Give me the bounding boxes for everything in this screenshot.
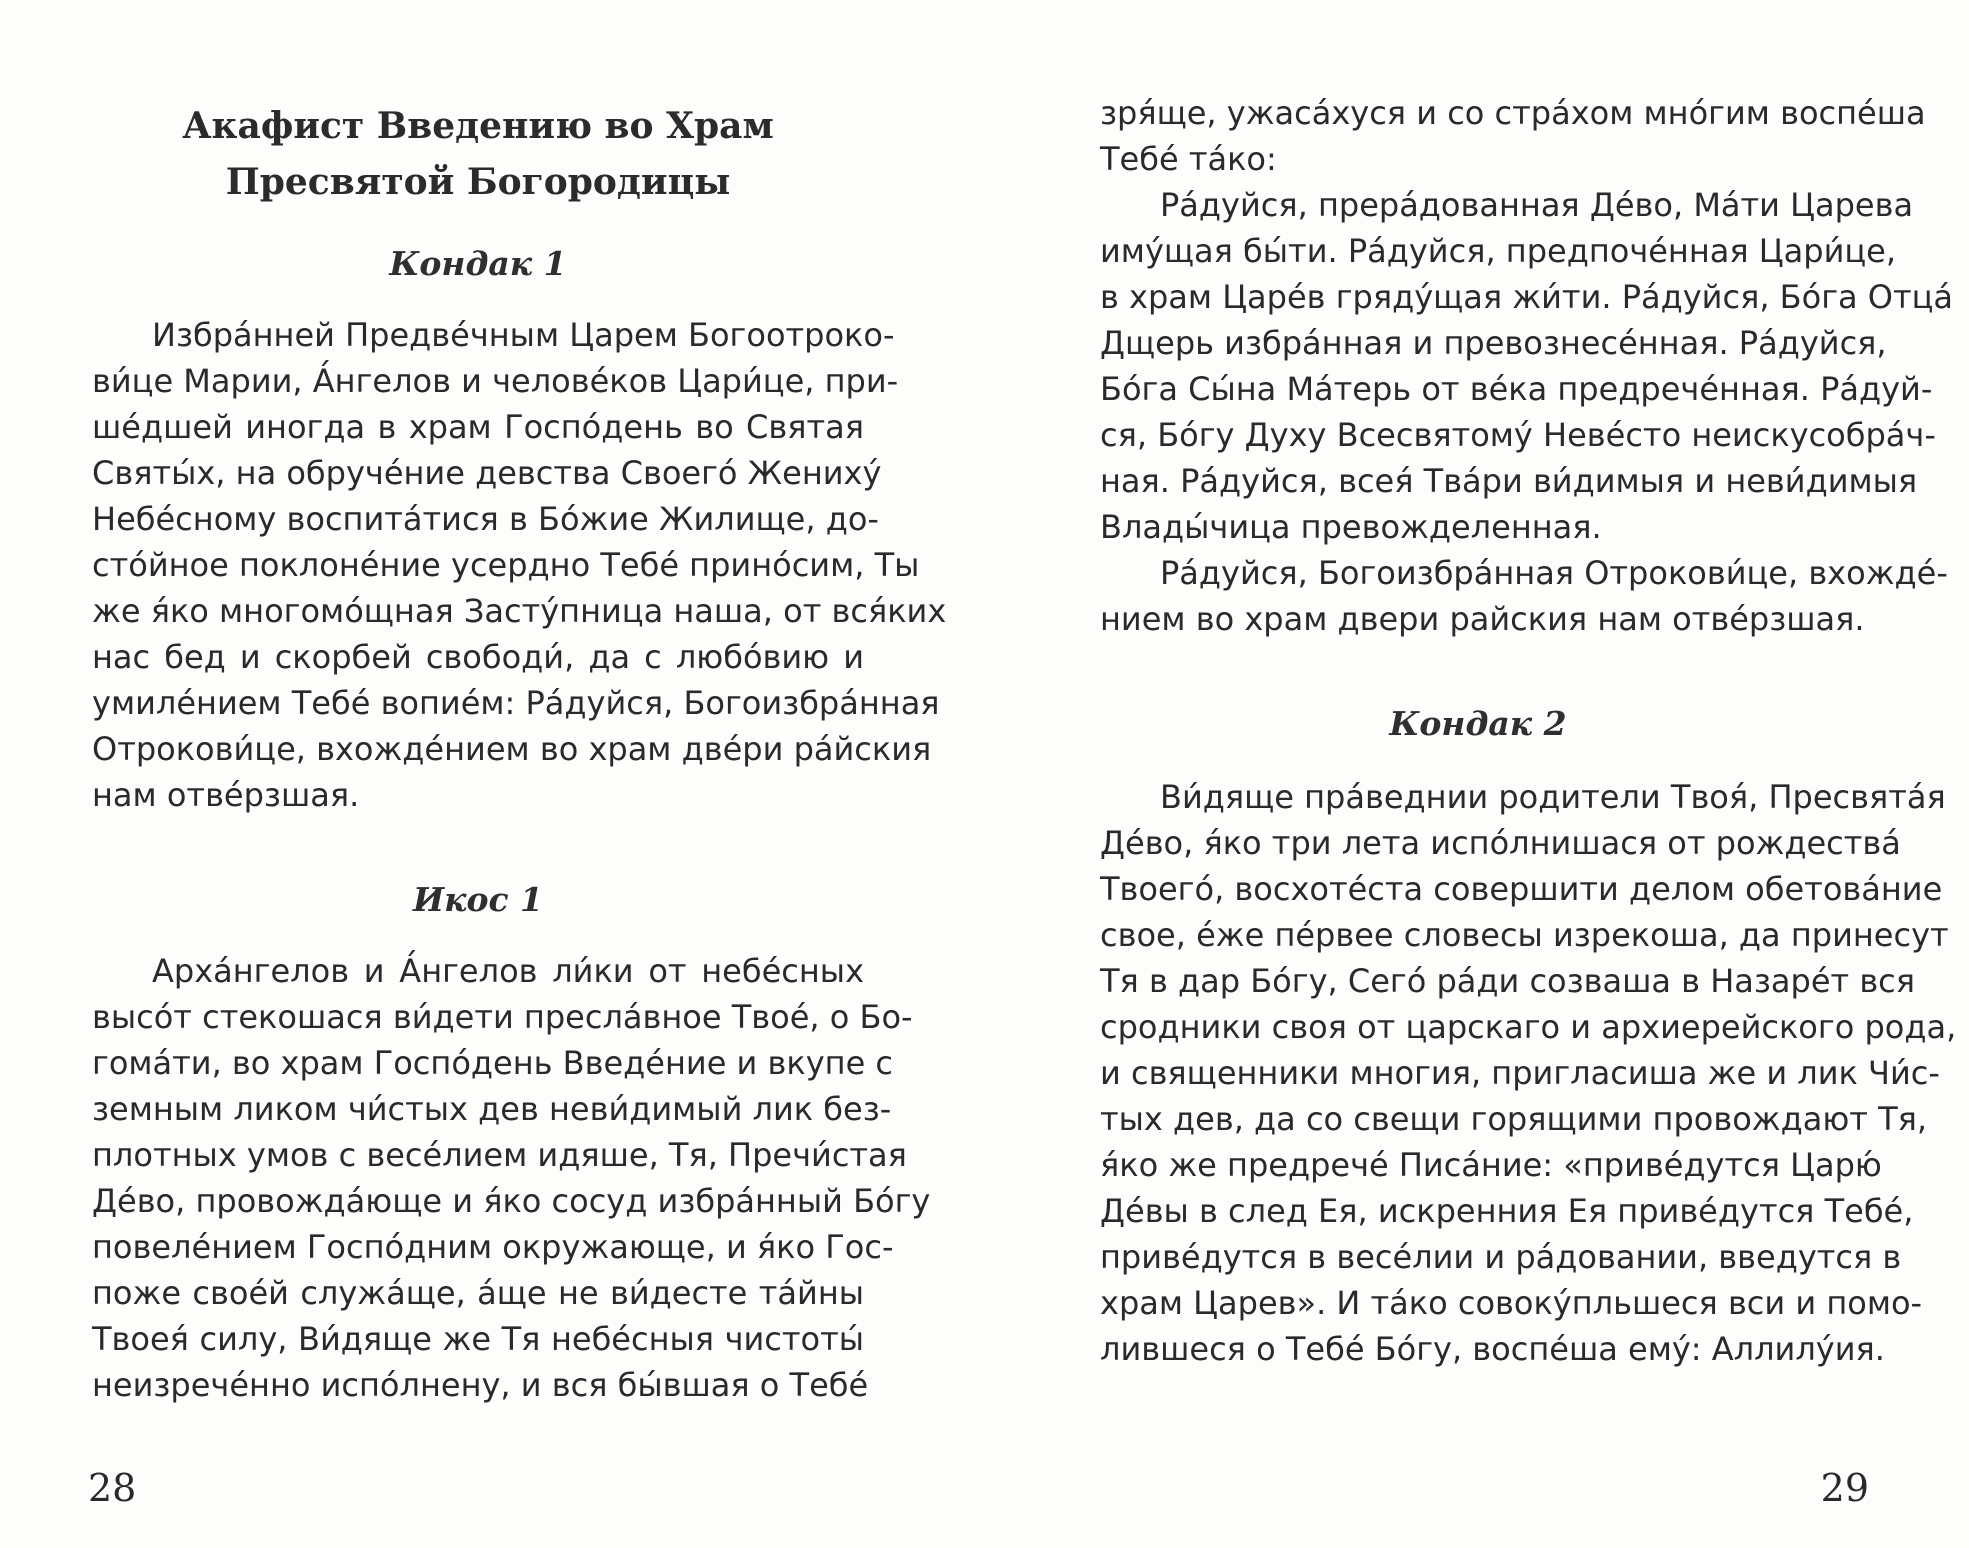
text-line: сродники своя от царскаго и архиерейского рода, <box>1100 1008 1957 1046</box>
text-line: земным ликом чи́стых дев неви́димый лик без- <box>92 1090 892 1128</box>
text-line: зря́ще, ужаса́хуся и со стра́хом мно́гим воспе́ша <box>1100 94 1926 132</box>
text-line: же я́ко многомо́щная Засту́пница наша, от вся́ких <box>92 592 947 630</box>
text-line: плотных умов с весе́лием идяше, Тя, Пречи́стая <box>92 1136 907 1174</box>
text-line: Ви́дяще пра́веднии родители Твоя́, Пресвята́я <box>1160 778 1946 816</box>
text-line: храм Царев». И та́ко совоку́пльшеся вси и помо- <box>1100 1284 1923 1322</box>
text-line: Влады́чица превожделенная. <box>1100 508 1602 546</box>
text-line: Избра́нней Предве́чным Царем Богоотроко- <box>152 316 895 354</box>
ikos-1-heading: Икос 1 <box>412 880 544 919</box>
kontak-1-paragraph <box>92 312 947 818</box>
text-line: Ра́дуйся, прера́дованная Де́во, Ма́ти Царева <box>1160 186 1914 224</box>
page-number-right: 29 <box>1820 1466 1869 1510</box>
text-line: гома́ти, во храм Госпо́день Введе́ние и вкупе с <box>92 1044 894 1082</box>
text-line: Твоего́, восхоте́ста совершити делом обетова́ние <box>1100 870 1943 908</box>
text-line: Де́во, я́ко три лета испо́лнишася от рождества́ <box>1100 824 1901 862</box>
text-line: неизрече́нно испо́лнену, и вся бы́вшая о Тебе́ <box>92 1366 869 1404</box>
page-number-left: 28 <box>88 1466 137 1510</box>
text-line: ви́це Марии, А́нгелов и челове́ков Цари́це, при- <box>92 362 899 400</box>
kontak-1-heading: Кондак 1 <box>389 244 567 283</box>
right-page <box>984 0 1969 1548</box>
text-line: Де́во, провожда́юще и я́ко сосуд избра́нный Бо́гу <box>92 1182 931 1220</box>
text-line: тых дев, да со свещи горящими провождают Тя, <box>1100 1100 1928 1138</box>
text-line: и священники многия, пригласиша же и лик Чи́с- <box>1100 1054 1940 1092</box>
text-line: в храм Царе́в гряду́щая жи́ти. Ра́дуйся, Бо́га Отца́ <box>1100 278 1953 316</box>
text-line: поже свое́й служа́ще, а́ще не ви́десте та́йны <box>92 1274 864 1312</box>
text-line: сто́йное поклоне́ние усердно Тебе́ прино́сим, Ты <box>92 546 920 584</box>
kontak-2-paragraph <box>1100 774 1957 1372</box>
text-line: Тебе́ та́ко: <box>1100 140 1277 178</box>
ikos-1-refrain-paragraph <box>1100 550 1948 642</box>
text-line: свое, е́же пе́рвее словесы изрекоша, да принесут <box>1100 916 1949 954</box>
text-line: иму́щая бы́ти. Ра́дуйся, предпоче́нная Цари́це, <box>1100 232 1896 270</box>
ikos-1-continuation <box>1100 90 1926 182</box>
text-line: Отрокови́це, вхожде́нием во храм две́ри ра́йския <box>92 730 932 768</box>
text-line: я́ко же предрече́ Писа́ние: «приве́дутся Царю́ <box>1100 1146 1882 1184</box>
text-line: Ра́дуйся, Богоизбра́нная Отрокови́це, вхожде́- <box>1160 554 1948 592</box>
left-text-column <box>92 98 947 1408</box>
text-line: Твоея́ силу, Ви́дяще же Тя небе́сныя чистоты́ <box>92 1320 864 1358</box>
text-line: нас бед и скорбей свободи́, да с любо́вию и <box>92 638 864 676</box>
text-line: ная. Ра́дуйся, всея́ Тва́ри ви́димыя и неви́димыя <box>1100 462 1918 500</box>
text-line: Арха́нгелов и А́нгелов ли́ки от небе́сных <box>152 952 864 990</box>
text-line: Святы́х, на обруче́ние девства Своего́ Жениху́ <box>92 454 882 492</box>
text-line: ше́дшей иногда в храм Госпо́день во Святая <box>92 408 864 446</box>
kontak-2-heading: Кондак 2 <box>1389 704 1567 743</box>
right-text-column <box>1100 90 1957 1372</box>
title-line-1: Акафист Введению во Храм <box>182 105 774 147</box>
text-line: Бо́га Сы́на Ма́терь от ве́ка предрече́нная. Ра́дуй- <box>1100 370 1933 408</box>
ikos-1-rejoice-paragraph <box>1100 182 1953 550</box>
text-line: нием во храм двери райския нам отве́рзшая. <box>1100 600 1865 638</box>
text-line: повеле́нием Госпо́дним окружающе, и я́ко Гос- <box>92 1228 894 1266</box>
text-line: нам отве́рзшая. <box>92 776 360 814</box>
text-line: Тя в дар Бо́гу, Сего́ ра́ди созваша в Назаре́т вся <box>1100 962 1916 1000</box>
text-line: приве́дутся в весе́лии и ра́довании, введутся в <box>1100 1238 1902 1276</box>
text-line: лившеся о Тебе́ Бо́гу, воспе́ша ему́: Аллилу́ия. <box>1100 1330 1885 1368</box>
text-line: Дщерь избра́нная и превознесе́нная. Ра́дуйся, <box>1100 324 1887 362</box>
text-line: умиле́нием Тебе́ вопие́м: Ра́дуйся, Богоизбра́нная <box>92 684 940 722</box>
text-line: Де́вы в след Ея, искренния Ея приве́дутся Тебе́, <box>1100 1192 1914 1230</box>
akathist-title <box>92 98 864 210</box>
title-line-2: Пресвятой Богородицы <box>225 161 731 203</box>
text-line: Небе́сному воспита́тися в Бо́жие Жилище, до- <box>92 500 879 538</box>
text-line: ся, Бо́гу Духу Всесвятому́ Неве́сто неискусобра́ч- <box>1100 416 1936 454</box>
left-page <box>0 0 984 1548</box>
text-line: высо́т стекошася ви́дети пресла́вное Твое́, о Бо- <box>92 998 913 1036</box>
ikos-1-paragraph <box>92 948 931 1408</box>
